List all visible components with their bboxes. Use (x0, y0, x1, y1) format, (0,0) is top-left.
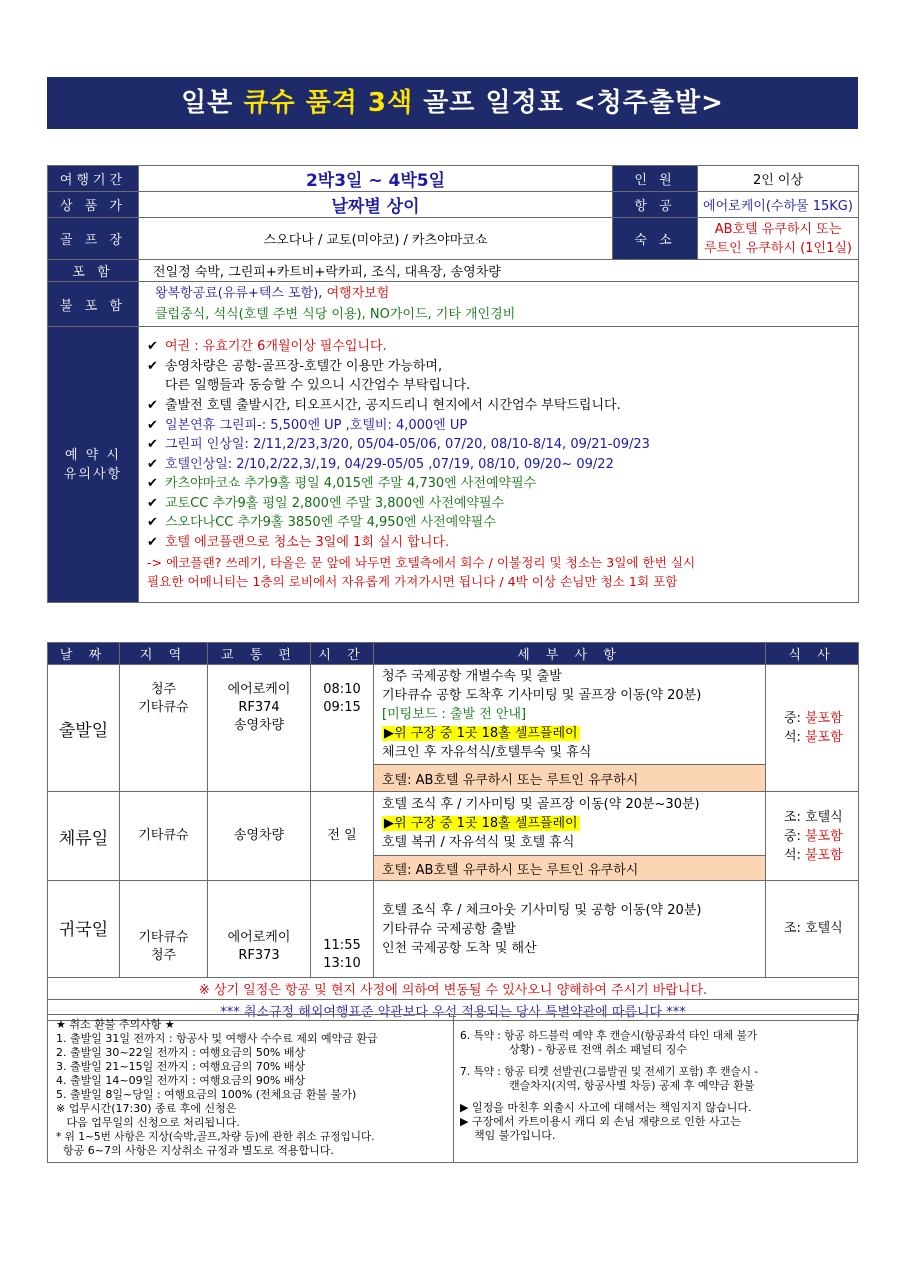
check-icon: ✔ (147, 535, 158, 551)
refund-rule: 5. 출발일 8일~당일 : 여행요금의 100% (전체요금 환불 불가) (56, 1088, 357, 1101)
check-icon: ✔ (147, 495, 158, 511)
special-term: 6. 특약 : 항공 하드블럭 예약 후 캔슬시(항공좌석 타인 대체 불가 (460, 1030, 758, 1042)
note-item: ✔ 송영차량은 공항-골프장-호텔간 이용만 가능하며, (147, 357, 850, 377)
note-item: ✔ 여권 : 유효기간 6개월이상 필수입니다. (147, 337, 850, 357)
notes-label: 예 약 시 유의사항 (48, 327, 139, 603)
product-info-table (47, 165, 859, 603)
day3-transport: 에어로케이 RF373 (208, 881, 311, 978)
refund-rule: ★ 취소 환불 주의사항 ★ (56, 1018, 175, 1031)
note-item: ✔ 그린피 인상일: 2/11,2/23,3/20, 05/04-05/06, 07/20, 08/10-8/14, 09/21-09/23 (147, 435, 850, 455)
exclude-value: 왕복항공료(유류+텍스 포함), 여행자보험 클럽중식, 석식(호텔 주변 식당 이용), NO가이드, 기타 개인경비 (139, 282, 859, 327)
special-term: 책임 불가입니다. (460, 1129, 556, 1142)
golf-value: 스오다나 / 교토(미야코) / 카츠야마코쇼 (139, 218, 613, 260)
day1-label: 출발일 (48, 665, 120, 792)
header-date: 날 짜 (48, 643, 120, 665)
day1-details: 청주 국제공항 개별수속 및 출발 기타큐슈 공항 도착후 기사미팅 및 골프장 이동(약 20분) [미팅보드 : 출발 전 안내] ▶위 구장 중 1곳 18홀 셀프플레이 체크인 후 자유석식/호텔투숙 및 휴식 (374, 665, 766, 765)
refund-rule: 4. 출발일 14~09일 전까지 : 여행요금의 90% 배상 (56, 1074, 306, 1087)
check-icon: ✔ (147, 397, 158, 413)
special-terms (454, 1015, 857, 1162)
check-icon: ✔ (147, 456, 158, 472)
period-label: 여행기간 (48, 166, 139, 192)
special-term: 7. 특약 : 항공 티켓 선발권(그룹발권 및 전세기 포함) 후 캔슬시 - (460, 1066, 759, 1078)
day1-hotel: 호텔: AB호텔 유쿠하시 또는 루트인 유쿠하시 (374, 765, 766, 792)
day2-meals: 조: 호텔식 중: 불포함 석: 불포함 (766, 792, 859, 881)
price-value: 날짜별 상이 (139, 192, 613, 218)
refund-rule: 항공 6~7의 사항은 지상취소 규정과 별도로 적용합니다. (56, 1144, 334, 1157)
special-term: 캔슬차지(지역, 항공사별 차등) 공제 후 예약금 환불 (460, 1079, 755, 1092)
header-transport: 교 통 편 (208, 643, 311, 665)
include-label: 포 함 (48, 260, 139, 282)
day2-hotel: 호텔: AB호텔 유쿠하시 또는 루트인 유쿠하시 (374, 856, 766, 881)
day3-label: 귀국일 (48, 881, 120, 978)
refund-rule: 1. 출발일 31일 전까지 : 항공사 및 여행사 수수료 제외 예약금 환급 (56, 1032, 378, 1045)
self-play-highlight: ▶위 구장 중 1곳 18홀 셀프플레이 (384, 726, 578, 741)
note-item: -> 에코플랜? 쓰레기, 타올은 문 앞에 놔두면 호텔측에서 회수 / 이불정리 및 청소는 3일에 한번 실시 (147, 554, 696, 570)
check-icon: ✔ (147, 437, 158, 453)
special-term: 상황) - 항공료 전액 취소 패널티 징수 (460, 1043, 687, 1056)
schedule-table (47, 642, 859, 1021)
note-item: ✔ 출발전 호텔 출발시간, 티오프시간, 공지드리니 현지에서 시간엄수 부탁드립니다. (147, 396, 850, 416)
spacer (460, 1057, 851, 1065)
day3-time: 11:55 13:10 (311, 881, 374, 978)
note-item: ✔ 카츠야마코쇼 추가9홀 평일 4,015엔 주말 4,730엔 사전예약필수 (147, 474, 850, 494)
special-term: ▶ 일정을 마친후 외출시 사고에 대해서는 책임지지 않습니다. (460, 1101, 752, 1114)
refund-rule: * 위 1~5번 사항은 지상(숙박,골프,차량 등)에 관한 취소 규정입니다. (56, 1131, 375, 1143)
airline-value: 에어로케이(수하물 15KG) (698, 192, 859, 218)
day3-meals: 조: 호텔식 (766, 881, 859, 978)
special-term: ▶ 구장에서 카트이용시 캐디 외 손님 재량으로 인한 사고는 (460, 1115, 741, 1128)
booking-notes (139, 327, 859, 603)
include-value: 전일정 숙박, 그린피+카트비+락카피, 조식, 대욕장, 송영차량 (139, 260, 859, 282)
note-item: ✔ 스오다나CC 추가9홀 3850엔 주말 4,950엔 사전예약필수 (147, 513, 850, 533)
day3-details: 호텔 조식 후 / 체크아웃 기사미팅 및 공항 이동(약 20분) 기타큐슈 국제공항 출발 인천 국제공항 도착 및 해산 (374, 881, 766, 978)
period-value: 2박3일 ~ 4박5일 (139, 166, 613, 192)
self-play-highlight: ▶위 구장 중 1곳 18홀 셀프플레이 (384, 816, 578, 831)
header-region: 지 역 (120, 643, 208, 665)
day3-region: 기타큐슈 청주 (120, 881, 208, 978)
hotel-value: AB호텔 유쿠하시 또는 루트인 유쿠하시 (1인1실) (698, 218, 859, 260)
check-icon: ✔ (147, 358, 158, 374)
day2-time: 전 일 (311, 792, 374, 881)
day2-region: 기타큐슈 (120, 792, 208, 881)
hotel-label: 숙 소 (613, 218, 698, 260)
check-icon: ✔ (147, 515, 158, 531)
day2-label: 체류일 (48, 792, 120, 881)
note-item: ✔ 호텔 에코플랜으로 청소는 3일에 1회 실시 합니다. (147, 533, 850, 553)
check-icon: ✔ (147, 476, 158, 492)
day1-meals: 중: 불포함 석: 불포함 (766, 665, 859, 792)
refund-rules (48, 1015, 454, 1162)
refund-rule: 3. 출발일 21~15일 전까지 : 여행요금의 70% 배상 (56, 1060, 306, 1073)
title-highlight: 큐슈 품격 3색 (243, 88, 414, 118)
day1-time: 08:10 09:15 (311, 665, 374, 792)
refund-rule: ※ 업무시간(17:30) 종료 후에 신청은 (56, 1102, 237, 1115)
refund-rule: 다음 업무일의 신청으로 처리됩니다. (56, 1116, 240, 1129)
schedule-change-notice: ※ 상기 일정은 항공 및 현지 사정에 의하여 변동될 수 있사오니 양해하여 주시기 바랍니다. (48, 978, 859, 1000)
day1-region: 청주 기타큐슈 (120, 665, 208, 792)
people-label: 인 원 (613, 166, 698, 192)
page-title: 일본 큐슈 품격 3색 골프 일정표 <청주출발> (47, 77, 858, 129)
header-time: 시 간 (311, 643, 374, 665)
golf-label: 골 프 장 (48, 218, 139, 260)
check-icon: ✔ (147, 339, 158, 355)
exclude-label: 불 포 함 (48, 282, 139, 327)
note-item: 필요한 어메니티는 1층의 로비에서 자유롭게 가져가시면 됩니다 / 4박 이상 손님만 청소 1회 포함 (147, 574, 678, 590)
day2-details: 호텔 조식 후 / 기사미팅 및 골프장 이동(약 20분~30분) ▶위 구장 중 1곳 18홀 셀프플레이 호텔 복귀 / 자유석식 및 호텔 휴식 (374, 792, 766, 856)
note-item: 다른 일행들과 동승할 수 있으니 시간엄수 부탁립니다. (165, 378, 471, 394)
price-label: 상 품 가 (48, 192, 139, 218)
header-details: 세 부 사 항 (374, 643, 766, 665)
people-value: 2인 이상 (698, 166, 859, 192)
day2-transport: 송영차량 (208, 792, 311, 881)
cancellation-box (47, 1014, 858, 1163)
day1-transport: 에어로케이 RF374 송영차량 (208, 665, 311, 792)
check-icon: ✔ (147, 417, 158, 433)
note-item: ✔ 호텔인상일: 2/10,2/22,3/,19, 04/29-05/05 ,07/19, 08/10, 09/20~ 09/22 (147, 455, 850, 475)
cancellation-policy-notice: *** 취소규정 해외여행표준 약관보다 우선 적용되는 당사 특별약관에 따릅니다 *** (48, 1000, 859, 1021)
note-item: ✔ 일본연휴 그린피-: 5,500엔 UP ,호텔비: 4,000엔 UP (147, 416, 850, 436)
note-item: ✔ 교토CC 추가9홀 평일 2,800엔 주말 3,800엔 사전예약필수 (147, 494, 850, 514)
refund-rule: 2. 출발일 30~22일 전까지 : 여행요금의 50% 배상 (56, 1046, 306, 1059)
spacer (460, 1093, 851, 1101)
header-meals: 식 사 (766, 643, 859, 665)
airline-label: 항 공 (613, 192, 698, 218)
